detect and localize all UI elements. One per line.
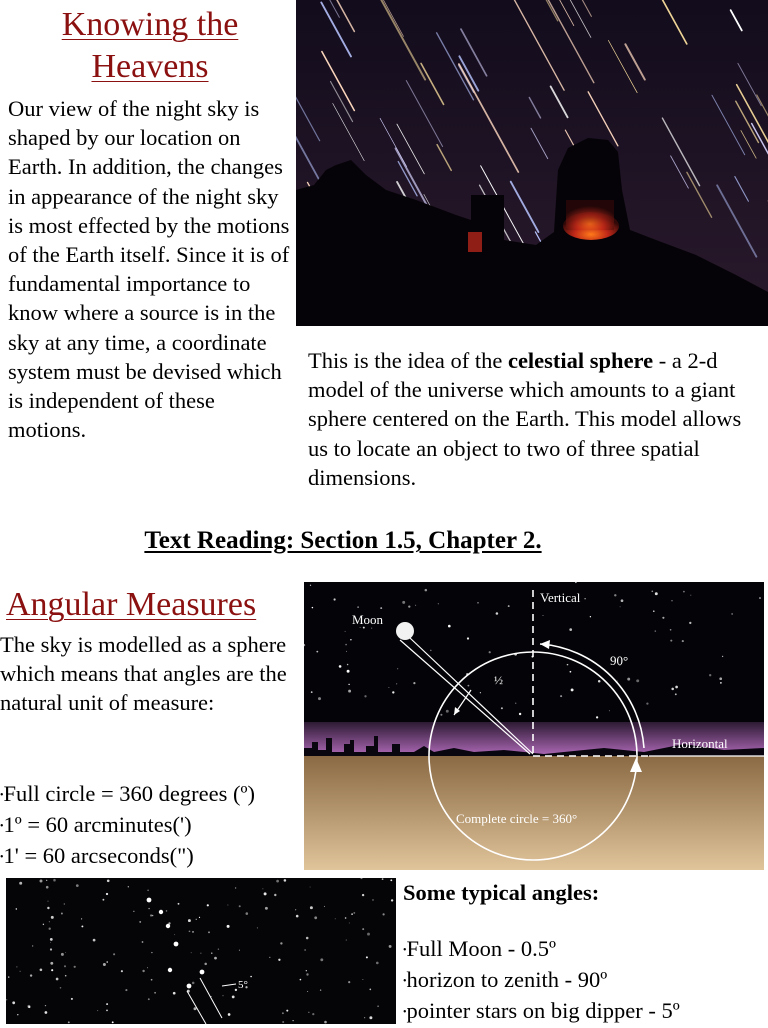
list-item: •horizon to zenith - 90º [403,965,765,996]
dipper-angle-label: 5° [238,979,248,991]
celestial-sphere-term: celestial sphere [508,348,653,373]
list-item: •Full Moon - 0.5º [403,934,765,965]
ninety-degree-label: 90° [610,653,628,668]
section-title-angular-measures: Angular Measures [6,584,294,626]
title-line-2: Heavens [0,46,300,88]
angular-measures-diagram [304,582,764,870]
big-dipper-svg [6,878,396,1024]
angle-units-list [0,779,300,873]
intro-paragraph: Our view of the night sky is shaped by our location on Earth. In addition, the changes in appearance of the night sky is most effected by the motions of the Earth itself. Since it is of fundamental importance to know where a source is in the sky at any time, a coordinate system must be devised which is independent of these motions. [8,94,290,444]
typical-angles-heading: Some typical angles: [403,878,599,907]
angular-paragraph: The sky is modelled as a sphere which means that angles are the natural unit of measure: [0,630,298,718]
typical-angles-list [403,934,765,1028]
section-title-knowing-the-heavens [0,4,300,88]
title-line-1: Knowing the [0,4,300,46]
star-trails-image [296,0,768,326]
star-trails-photo [296,0,768,326]
celestial-sphere-paragraph [308,346,764,492]
list-item: •pointer stars on big dipper - 5º [403,996,765,1027]
horizontal-label: Horizontal [672,736,728,751]
half-degree-label: ½ [494,673,503,687]
celestial-text-before: This is the idea of the [308,348,508,373]
big-dipper-photo [6,878,396,1024]
moon-label: Moon [352,612,384,627]
complete-circle-label: Complete circle = 360° [456,811,577,826]
list-item: •1º = 60 arcminutes(') [0,810,300,841]
vertical-label: Vertical [540,590,581,605]
angle-diagram-svg [304,582,764,870]
text-reading-reference: Text Reading: Section 1.5, Chapter 2. [0,527,686,555]
list-item: •1' = 60 arcseconds(") [0,841,300,872]
list-item: •Full circle = 360 degrees (º) [0,779,300,810]
celestial-text-after: - a 2-d model of the universe which amounts to a giant sphere centered on the Earth. This model allows us to locate an object to two of three spatial dimensions. [308,348,741,490]
